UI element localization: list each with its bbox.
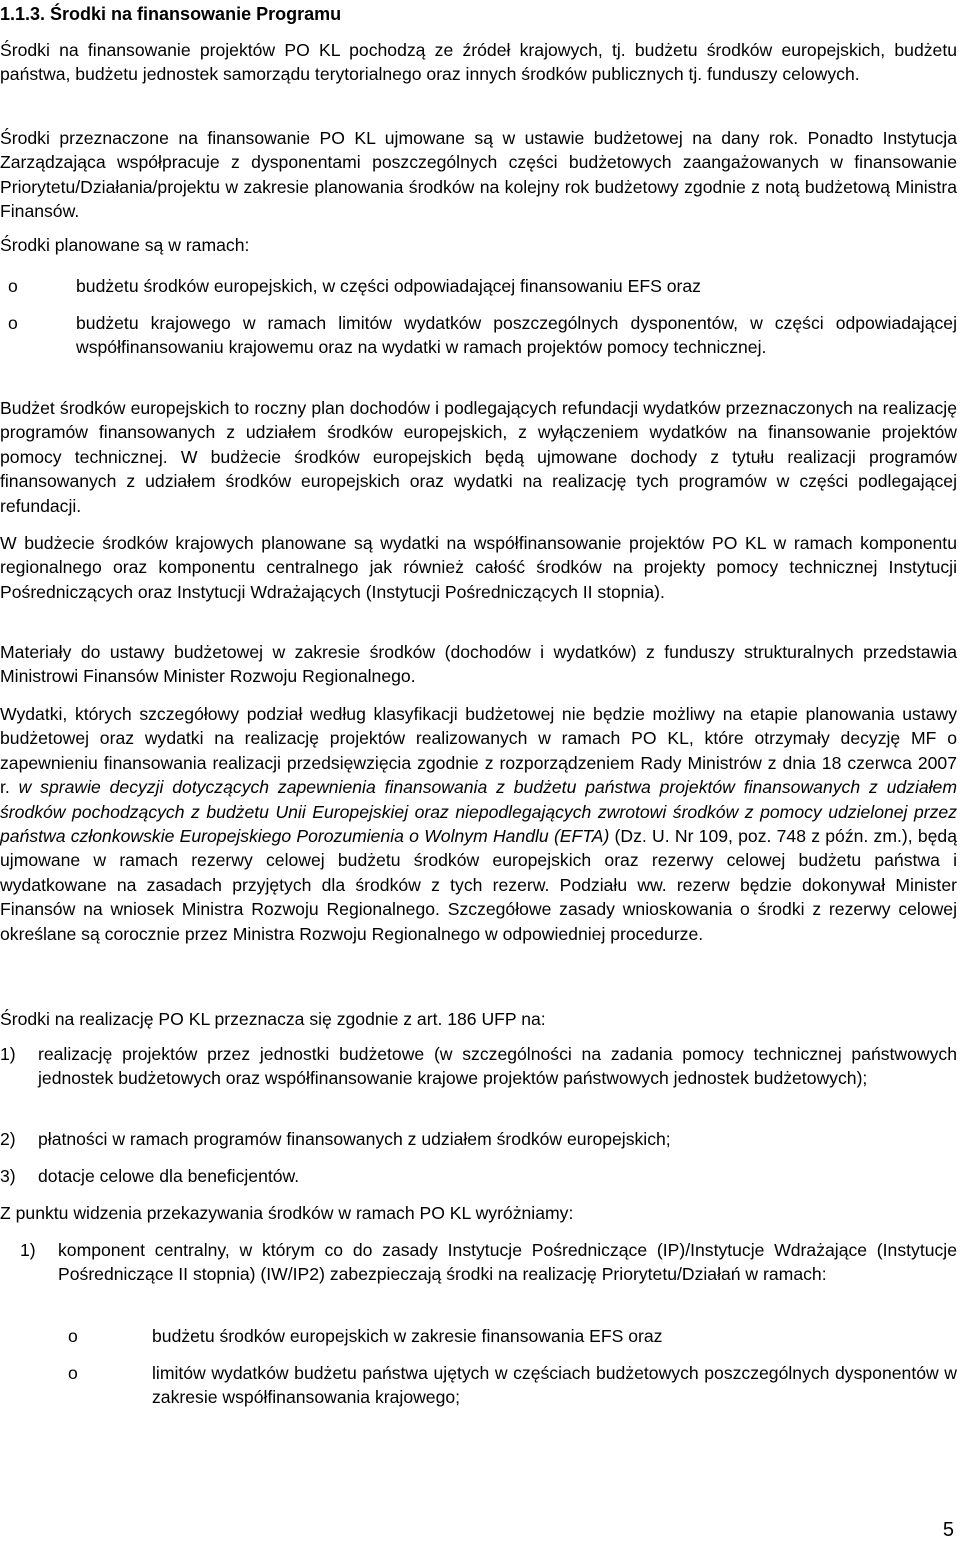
list-item-text: budżetu krajowego w ramach limitów wydatków poszczególnych dysponentów, w części odpowiadającej współfinansowaniu krajowemu oraz na wydatki w ramach projektów pomocy technicznej. <box>76 313 957 358</box>
bullet-marker: o <box>8 313 18 333</box>
list-item <box>0 1164 957 1188</box>
regulation-title: w sprawie decyzji dotyczących zapewnienia finansowania z budżetu państwa projektów finansowanych z udziałem środków pochodzących z budżetu Unii Europejskiej oraz niepodlegających zwrotowi środków z pomocy udzielonej przez państwa członkowskie Europejskiego Porozumienia o Wolnym Handlu (EFTA) <box>0 777 957 847</box>
paragraph-expenditures-part2: (Dz. U. Nr 109, poz. 748 z późn. zm.), będą ujmowane w ramach rezerwy celowej budżetu środków europejskich oraz rezerwy celowej budżetu państwa i wydatkowane na zasadach przyjętych dla środków z tych rezerw. Podziału ww. rezerw będzie dokonywał Minister Finansów na wniosek Ministra Rozwoju Regionalnego. Szczegółowe zasady wnioskowania o środki z rezerwy celowej określane są corocznie przez Ministra Rozwoju Regionalnego w odpowiedniej procedurze. <box>0 826 957 944</box>
list-item-text: komponent centralny, w którym co do zasady Instytucje Pośredniczące (IP)/Instytucje Wdrażające (Instytucje Pośredniczące II stopnia) (IW/IP2) zabezpieczają środki na realizację Priorytetu/Działań w ramach: <box>58 1240 957 1285</box>
paragraph-materials: Materiały do ustawy budżetowej w zakresie środków (dochodów i wydatków) z funduszy strukturalnych przedstawia Ministrowi Finansów Minister Rozwoju Regionalnego. <box>0 642 957 687</box>
paragraph-eu-budget: Budżet środków europejskich to roczny plan dochodów i podlegających refundacji wydatków przeznaczonych na realizację programów finansowanych z udziałem środków europejskich, z wyłączeniem wydatków na finansowanie projektów pomocy technicznej. W budżecie środków europejskich będą ujmowane dochody z tytułu realizacji programów finansowanych z udziałem środków europejskich oraz wydatki na realizację tych programów w części podlegającej refundacji. <box>0 398 957 516</box>
section-heading: 1.1.3. Środki na finansowanie Programu <box>0 4 342 24</box>
list-item <box>0 1238 957 1287</box>
list-item <box>0 274 957 298</box>
list-item-text: limitów wydatków budżetu państwa ujętych w częściach budżetowych poszczególnych dysponentów w zakresie współfinansowania krajowego; <box>152 1363 957 1408</box>
page-number: 5 <box>942 1519 954 1541</box>
list-item-text: budżetu środków europejskich, w części odpowiadającej finansowaniu EFS oraz <box>76 276 701 296</box>
paragraph-we-distinguish: Z punktu widzenia przekazywania środków w ramach PO KL wyróżniamy: <box>0 1203 574 1223</box>
list-item-text: budżetu środków europejskich w zakresie finansowania EFS oraz <box>152 1326 663 1346</box>
list-item <box>58 1324 957 1348</box>
list-item <box>0 311 957 360</box>
bullet-marker: o <box>68 1326 78 1346</box>
list-number: 2) <box>0 1129 16 1149</box>
list-item-text: realizację projektów przez jednostki budżetowe (w szczególności na zadania pomocy technicznej państwowych jednostek budżetowych oraz współfinansowanie krajowe projektów państwowych jednostek budżetowych); <box>38 1044 957 1089</box>
paragraph-expenditures-part1: Wydatki, których szczegółowy podział według klasyfikacji budżetowej nie będzie możliwy na etapie planowania ustawy budżetowej oraz wydatki na realizację projektów realizowanych w ramach PO KL, które otrzymały decyzję MF o zapewnieniu finansowania realizacji przedsięwzięcia zgodnie z rozporządzeniem Rady Ministrów z dnia 18 czerwca 2007 r. <box>0 704 957 798</box>
list-number: 1) <box>20 1240 36 1260</box>
paragraph-national-budget: W budżecie środków krajowych planowane są wydatki na współfinansowanie projektów PO KL w ramach komponentu regionalnego oraz komponentu centralnego jak również całość środków na projekty pomocy technicznej Instytucji Pośredniczących oraz Instytucji Wdrażających (Instytucji Pośredniczących II stopnia). <box>0 533 957 602</box>
paragraph-art-186: Środki na realizację PO KL przeznacza się zgodnie z art. 186 UFP na: <box>0 1009 546 1029</box>
paragraph-sources: Środki na finansowanie projektów PO KL pochodzą ze źródeł krajowych, tj. budżetu środków europejskich, budżetu państwa, budżetu jednostek samorządu terytorialnego oraz innych środków publicznych tj. funduszy celowych. <box>0 40 957 85</box>
list-item <box>58 1361 957 1410</box>
list-item <box>0 1042 957 1091</box>
list-item-text: płatności w ramach programów finansowanych z udziałem środków europejskich; <box>38 1129 671 1149</box>
list-item-text: dotacje celowe dla beneficjentów. <box>38 1166 300 1186</box>
paragraph-budget-act: Środki przeznaczone na finansowanie PO KL ujmowane są w ustawie budżetowej na dany rok. Ponadto Instytucja Zarządzająca współpracuje z dysponentami poszczególnych części budżetowych zaangażowanych w finansowanie Priorytetu/Działania/projektu w zakresie planowania środków na kolejny rok budżetowy zgodnie z notą budżetową Ministra Finansów. <box>0 128 957 222</box>
paragraph-expenditures <box>0 702 957 946</box>
list-item <box>0 1127 957 1151</box>
list-number: 1) <box>0 1044 16 1064</box>
bullet-marker: o <box>68 1363 78 1383</box>
list-number: 3) <box>0 1166 16 1186</box>
bullet-marker: o <box>8 276 18 296</box>
paragraph-planned-within: Środki planowane są w ramach: <box>0 235 250 255</box>
